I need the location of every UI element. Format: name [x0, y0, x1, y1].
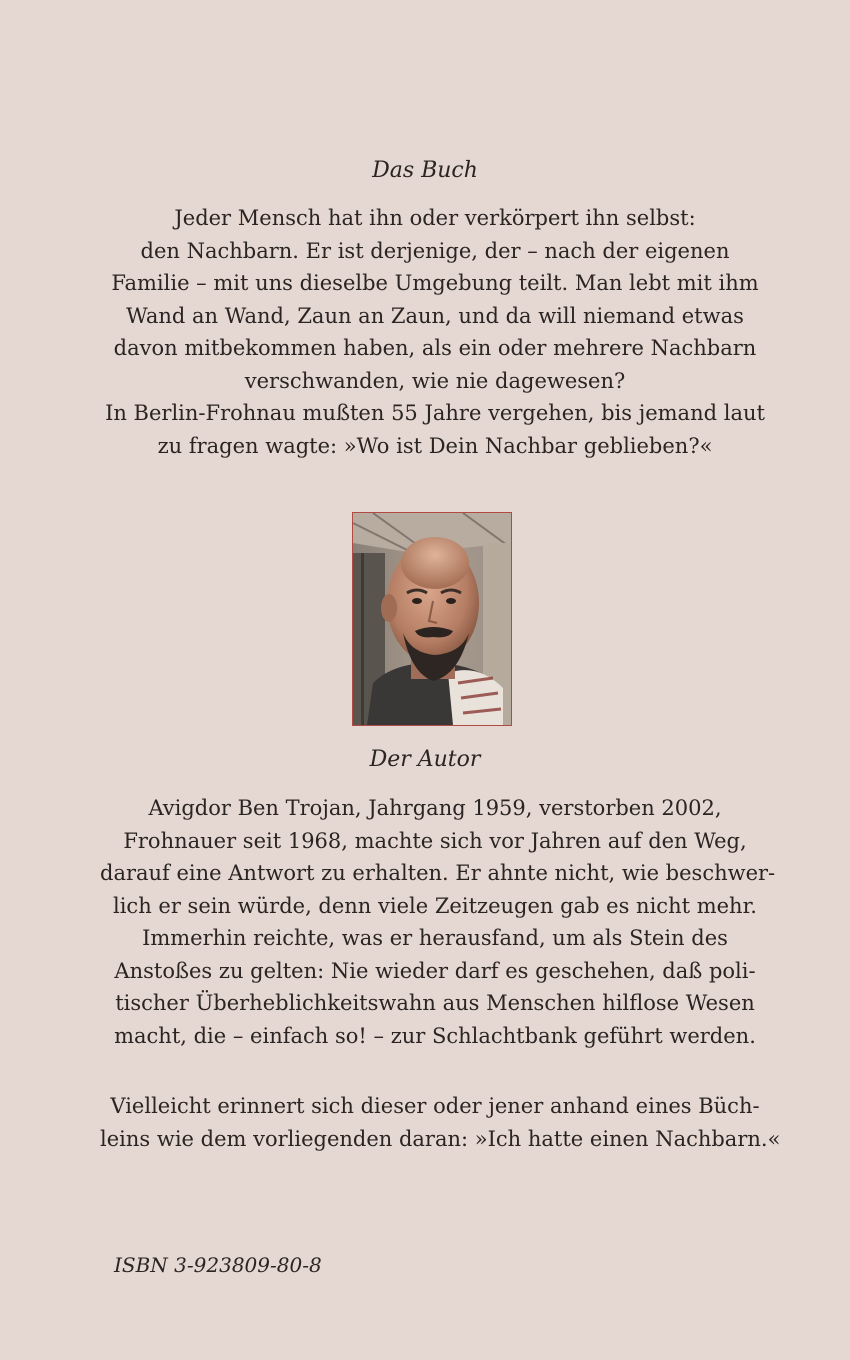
author-heading: Der Autor: [369, 747, 481, 772]
author-bio-line: macht, die – einfach so! – zur Schlachtbank geführt werden.: [114, 1023, 756, 1048]
author-bio-line: Frohnauer seit 1968, machte sich vor Jahren auf den Weg,: [123, 828, 747, 853]
book-description: [100, 202, 770, 462]
book-description-line: zu fragen wagte: »Wo ist Dein Nachbar geblieben?«: [157, 433, 713, 458]
author-bio-line: Anstoßes zu gelten: Nie wieder darf es geschehen, daß poli-: [114, 958, 756, 983]
book-description-line: davon mitbekommen haben, als ein oder mehrere Nachbarn: [113, 336, 757, 360]
author-bio: [100, 792, 776, 1052]
author-bio-line: Immerhin reichte, was er herausfand, um als Stein des: [142, 926, 728, 950]
closing-text: [100, 1090, 781, 1155]
book-description-line: Wand an Wand, Zaun an Zaun, und da will niemand etwas: [126, 303, 744, 328]
book-heading: Das Buch: [372, 158, 478, 183]
author-bio-line: Avigdor Ben Trojan, Jahrgang 1959, verstorben 2002,: [148, 796, 722, 820]
isbn-number: ISBN 3-923809-80-8: [114, 1253, 322, 1277]
author-bio-line: darauf eine Antwort zu erhalten. Er ahnte nicht, wie beschwer-: [100, 861, 776, 885]
author-photo: [352, 512, 512, 726]
author-bio-line: tischer Überheblichkeitswahn aus Menschen hilflose Wesen: [115, 991, 755, 1015]
closing-line: leins wie dem vorliegenden daran: »Ich hatte einen Nachbarn.«: [100, 1126, 781, 1151]
book-description-line: In Berlin-Frohnau mußten 55 Jahre vergehen, bis jemand laut: [105, 401, 765, 425]
book-description-line: verschwanden, wie nie dagewesen?: [244, 368, 626, 393]
author-bio-line: lich er sein würde, denn viele Zeitzeugen gab es nicht mehr.: [113, 893, 757, 918]
book-description-line: Familie – mit uns dieselbe Umgebung teilt. Man lebt mit ihm: [111, 271, 759, 295]
book-description-line: den Nachbarn. Er ist derjenige, der – nach der eigenen: [140, 238, 730, 263]
closing-line: Vielleicht erinnert sich dieser oder jener anhand eines Büch-: [110, 1094, 760, 1118]
book-description-line: Jeder Mensch hat ihn oder verkörpert ihn selbst:: [174, 206, 696, 230]
